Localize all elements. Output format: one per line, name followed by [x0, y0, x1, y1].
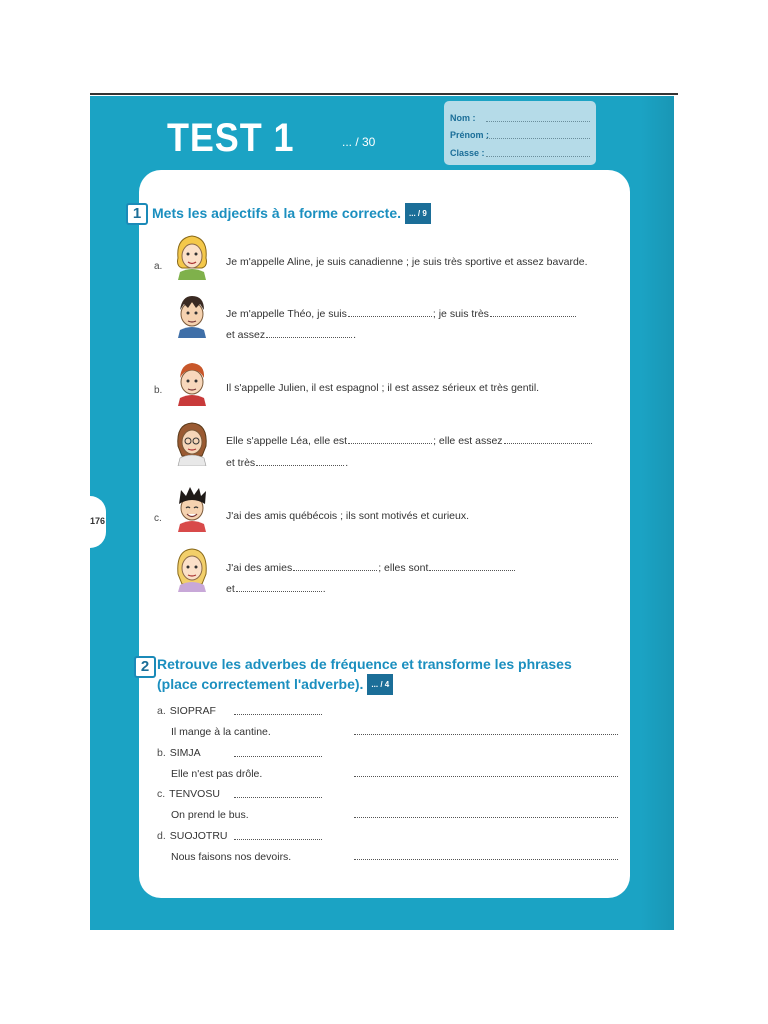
s2-item-c-answer-blank[interactable] [234, 797, 322, 798]
s2-item-b-sentence: Elle n'est pas drôle. [171, 768, 263, 780]
group-b-prompt-text1: Elle s'appelle Léa, elle est [226, 435, 348, 447]
section-2-title-line1: Retrouve les adverbes de fréquence et transforme les phrases [157, 656, 572, 672]
s2-item-a-scrambled: SIOPRAF [169, 705, 216, 717]
test-title: TEST 1 [167, 116, 295, 160]
group-b-prompt-end: . [345, 457, 349, 469]
group-c-example: J'ai des amis québécois ; ils sont motivés et curieux. [226, 510, 470, 522]
blank-lea-adj2[interactable] [256, 456, 344, 466]
s2-item-a-sentence: Il mange à la cantine. [171, 726, 271, 738]
group-c-prompt-text2: ; elles sont [378, 562, 429, 574]
classe-field[interactable] [450, 148, 485, 158]
girl-blonde-avatar [172, 232, 212, 280]
section-2-title-line2: (place correctement l'adverbe). [157, 676, 364, 692]
section-2-title [157, 655, 597, 695]
s2-item-a-word [157, 705, 216, 717]
section-2-score: ... / 4 [367, 674, 393, 695]
s2-item-b-rewrite-blank[interactable] [354, 776, 618, 777]
group-a-prompt-text3: et assez [226, 329, 266, 341]
boy-red-hair-avatar [172, 358, 212, 406]
s2-item-b-scrambled: SIMJA [169, 747, 201, 759]
section-1-title-text: Mets les adjectifs à la forme correcte. [152, 205, 401, 221]
section-2-badge: 2 [134, 656, 156, 678]
name-box [444, 101, 596, 165]
group-b-prompt-text2: ; elle est assez [433, 435, 503, 447]
group-c-prompt-text1: J'ai des amies [226, 562, 293, 574]
group-c-prompt-text3: et [226, 583, 235, 595]
boy-dark-hair-avatar [172, 290, 212, 338]
nom-label: Nom : [450, 113, 476, 123]
s2-item-a-answer-blank[interactable] [234, 714, 322, 715]
group-c-prompt-line1 [226, 561, 516, 574]
section-1-badge: 1 [126, 203, 148, 225]
blank-amies-adj2[interactable] [236, 582, 322, 592]
s2-item-b-label: b. [157, 747, 166, 759]
s2-item-c-scrambled: TENVOSU [169, 788, 220, 800]
s2-item-c-label: c. [157, 788, 166, 800]
boy-spiky-hair-avatar [172, 484, 212, 532]
s2-item-d-label: d. [157, 830, 166, 842]
group-c-prompt-end: . [322, 583, 326, 595]
group-b-prompt-line1 [226, 434, 593, 447]
prenom-label: Prénom : [450, 130, 490, 140]
top-rule [90, 93, 678, 95]
s2-item-c-rewrite-blank[interactable] [354, 817, 618, 818]
blank-theo-adj2[interactable] [266, 328, 352, 338]
group-a-label: a. [154, 261, 163, 272]
section-1-score: ... / 9 [405, 203, 431, 224]
classe-label: Classe : [450, 148, 485, 158]
group-a-prompt-line2 [226, 328, 356, 341]
girl-glasses-avatar [172, 418, 212, 466]
s2-item-c-sentence: On prend le bus. [171, 809, 249, 821]
test-score: ... / 30 [342, 135, 376, 149]
group-a-prompt-text1: Je m'appelle Théo, je suis [226, 308, 347, 320]
nom-field[interactable] [450, 113, 476, 123]
group-b-prompt-text3: et très [226, 457, 256, 469]
s2-item-a-label: a. [157, 705, 166, 717]
group-a-example: Je m'appelle Aline, je suis canadienne ; je suis très sportive et assez bavarde. [226, 256, 588, 268]
prenom-field[interactable] [450, 130, 489, 140]
group-b-example: Il s'appelle Julien, il est espagnol ; il est assez sérieux et très gentil. [226, 382, 540, 394]
s2-item-d-word [157, 830, 228, 842]
page-number: 176 [90, 516, 106, 526]
blank-lea-adj1[interactable] [504, 434, 592, 444]
group-a-prompt-line1 [226, 307, 577, 320]
blank-theo-nationality[interactable] [348, 307, 432, 317]
s2-item-d-scrambled: SUOJOTRU [169, 830, 228, 842]
blank-amies-nationality[interactable] [293, 561, 377, 571]
group-c-label: c. [154, 513, 162, 524]
s2-item-c-word [157, 788, 220, 800]
girl-blonde-2-avatar [172, 544, 212, 592]
s2-item-b-answer-blank[interactable] [234, 756, 322, 757]
group-a-prompt-end: . [353, 329, 357, 341]
s2-item-a-rewrite-blank[interactable] [354, 734, 618, 735]
s2-item-d-answer-blank[interactable] [234, 839, 322, 840]
group-c-prompt-line2 [226, 582, 326, 595]
s2-item-d-rewrite-blank[interactable] [354, 859, 618, 860]
section-1-title [152, 203, 431, 224]
s2-item-b-word [157, 747, 201, 759]
blank-lea-nationality[interactable] [348, 434, 432, 444]
blank-amies-adj1[interactable] [429, 561, 515, 571]
blank-theo-adj1[interactable] [490, 307, 576, 317]
binding-shadow [640, 96, 674, 930]
s2-item-d-sentence: Nous faisons nos devoirs. [171, 851, 292, 863]
group-b-prompt-line2 [226, 456, 348, 469]
group-b-label: b. [154, 385, 163, 396]
group-a-prompt-text2: ; je suis très [432, 308, 489, 320]
